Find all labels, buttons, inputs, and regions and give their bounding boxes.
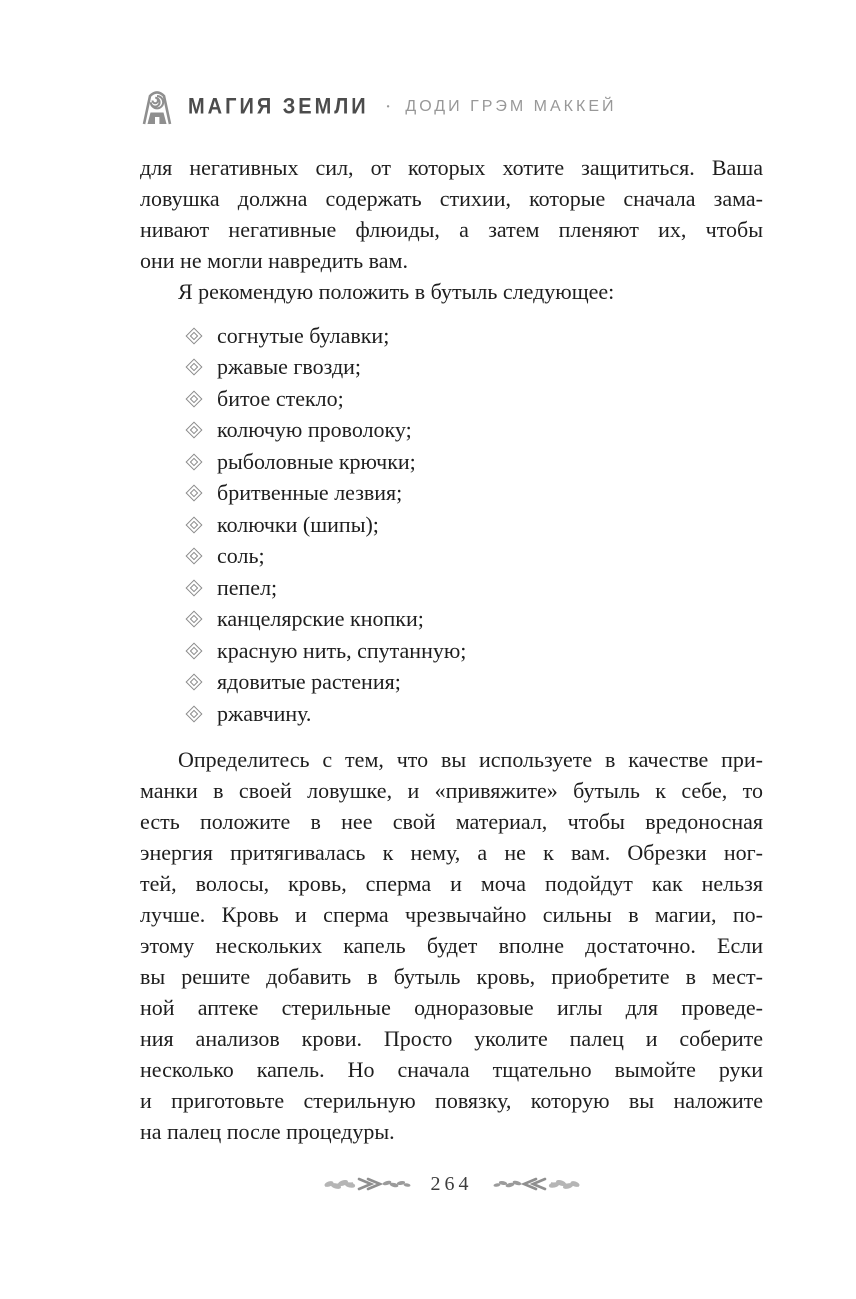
- list-item-text: ядовитые растения;: [217, 669, 401, 695]
- list-item: [188, 604, 763, 636]
- text-line: тей, волосы, кровь, сперма и моча подойдут как нельзя: [140, 870, 763, 896]
- leaf-flourish-icon: [323, 1175, 411, 1193]
- diamond-bullet-icon: [186, 642, 203, 659]
- list-item-text: рыболовные крючки;: [217, 448, 416, 474]
- book-author: ДОДИ ГРЭМ МАККЕЙ: [405, 98, 617, 115]
- list-item: [188, 320, 763, 352]
- header-separator-dot: ·: [384, 96, 392, 118]
- list-item: [188, 541, 763, 573]
- list-item-text: согнутые булавки;: [217, 322, 390, 348]
- leaf-flourish-icon: [493, 1175, 581, 1193]
- ingredients-list: [140, 320, 763, 730]
- text-line: на палец после процедуры.: [140, 1118, 395, 1144]
- diamond-bullet-icon: [186, 674, 203, 691]
- book-title: МАГИЯ ЗЕМЛИ: [188, 94, 369, 119]
- list-item: [188, 667, 763, 699]
- text-line: и приготовьте стерильную повязку, которую вы наложите: [140, 1087, 763, 1113]
- list-item: [188, 572, 763, 604]
- list-item-text: соль;: [217, 543, 265, 569]
- text-line: этому нескольких капель будет вполне достаточно. Если: [140, 932, 763, 958]
- list-item: [188, 383, 763, 415]
- text-line: энергия притягивалась к нему, а не к вам. Обрезки ног-: [140, 839, 763, 865]
- list-item: [188, 698, 763, 730]
- diamond-bullet-icon: [186, 422, 203, 439]
- text-line: ния анализов крови. Просто уколите палец и соберите: [140, 1025, 763, 1051]
- paragraph-continued: [140, 152, 763, 276]
- text-line: несколько капель. Но сначала тщательно вымойте руки: [140, 1056, 763, 1082]
- list-item-text: колючки (шипы);: [217, 511, 379, 537]
- list-item-text: ржавые гвозди;: [217, 354, 362, 380]
- list-item: [188, 509, 763, 541]
- text-line: ловушка должна содержать стихии, которые сначала зама-: [140, 186, 763, 211]
- text-line: нивают негативные флюиды, а затем пленяют их, чтобы: [140, 217, 763, 242]
- diamond-bullet-icon: [186, 548, 203, 565]
- page-header: [138, 86, 763, 128]
- diamond-bullet-icon: [186, 359, 203, 376]
- diamond-bullet-icon: [186, 516, 203, 533]
- list-item-text: ржавчину.: [217, 700, 312, 726]
- diamond-bullet-icon: [186, 453, 203, 470]
- diamond-bullet-icon: [186, 390, 203, 407]
- page-body: [0, 128, 856, 1147]
- text-line: Определитесь с тем, что вы используете в качестве при-: [178, 746, 763, 772]
- text-line: есть положите в нее свой материал, чтобы вредоносная: [140, 808, 763, 834]
- list-item-text: колючую проволоку;: [217, 417, 412, 443]
- list-item: [188, 446, 763, 478]
- earth-mound-spiral-icon: [138, 87, 176, 127]
- text-line: они не могли навредить вам.: [140, 248, 408, 273]
- list-item: [188, 478, 763, 510]
- text-line: вы решите добавить в бутыль кровь, приобретите в мест-: [140, 963, 763, 989]
- list-item-text: пепел;: [217, 574, 278, 600]
- text-line: манки в своей ловушке, и «привяжите» бутыль к себе, то: [140, 777, 763, 803]
- list-item: [188, 635, 763, 667]
- diamond-bullet-icon: [186, 705, 203, 722]
- list-item-text: канцелярские кнопки;: [217, 606, 424, 632]
- text-line: ной аптеке стерильные одноразовые иглы для проведе-: [140, 994, 763, 1020]
- list-item: [188, 352, 763, 384]
- paragraph-main: [140, 744, 763, 1147]
- text-line: для негативных сил, от которых хотите защититься. Ваша: [140, 155, 763, 180]
- list-item-text: бритвенные лезвия;: [217, 480, 403, 506]
- list-item-text: битое стекло;: [217, 385, 344, 411]
- intro-sentence: Я рекомендую положить в бутыль следующее:: [178, 279, 615, 304]
- diamond-bullet-icon: [186, 579, 203, 596]
- list-item-text: красную нить, спутанную;: [217, 637, 467, 663]
- diamond-bullet-icon: [186, 611, 203, 628]
- list-item: [188, 415, 763, 447]
- page-footer: [140, 1173, 763, 1196]
- diamond-bullet-icon: [186, 327, 203, 344]
- page-number: 264: [430, 1172, 473, 1195]
- diamond-bullet-icon: [186, 485, 203, 502]
- text-line: лучше. Кровь и сперма чрезвычайно сильны в магии, по-: [140, 901, 763, 927]
